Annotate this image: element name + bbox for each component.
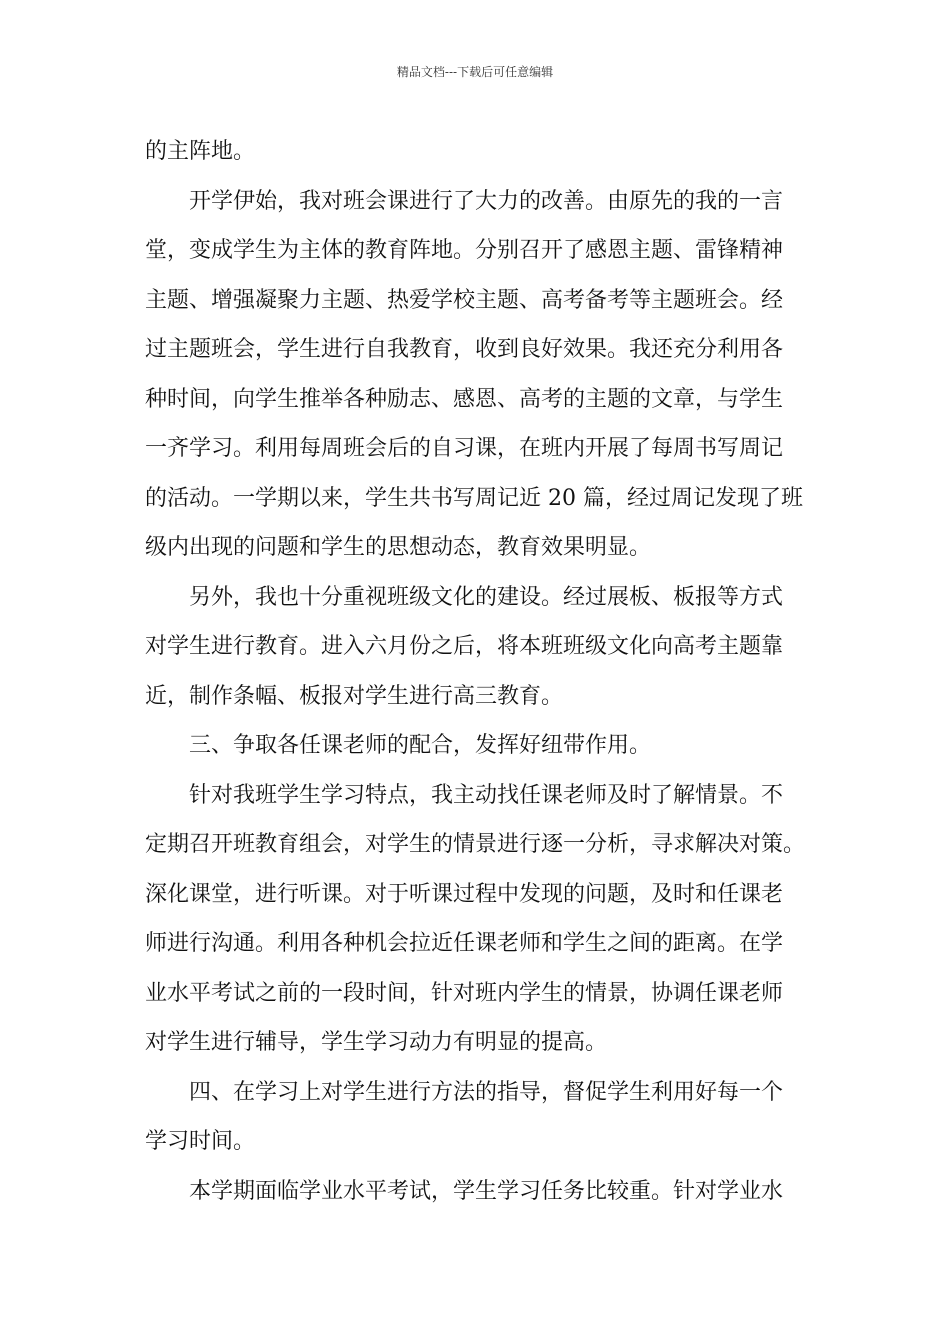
text-line: 师进行沟通。利用各种机会拉近任课老师和学生之间的距离。在学 bbox=[145, 931, 784, 956]
text-line: 业水平考试之前的一段时间，针对班内学生的情景，协调任课老师 bbox=[145, 980, 784, 1006]
text-line: 过主题班会，学生进行自我教育，收到良好效果。我还充分利用各 bbox=[145, 337, 784, 362]
text-line: 对学生进行辅导，学生学习动力有明显的提高。 bbox=[145, 1030, 608, 1055]
text-line: 级内出现的问题和学生的思想动态，教育效果明显。 bbox=[145, 535, 652, 560]
text-line: 定期召开班教育组会，对学生的情景进行逐一分析，寻求解决对策。 bbox=[145, 832, 806, 857]
text-line: 堂，变成学生为主体的教育阵地。分别召开了感恩主题、雷锋精神 bbox=[145, 238, 784, 263]
section-heading: 四、在学习上对学生进行方法的指导，督促学生利用好每一个 bbox=[189, 1079, 784, 1105]
text-line: 一齐学习。利用每周班会后的自习课，在班内开展了每周书写周记 bbox=[145, 436, 784, 461]
text-line: 针对我班学生学习特点，我主动找任课老师及时了解情景。不 bbox=[189, 782, 784, 808]
text-line: 深化课堂，进行听课。对于听课过程中发现的问题，及时和任课老 bbox=[145, 881, 784, 907]
text-line: 的活动。一学期以来，学生共书写周记近 20 篇，经过周记发现了班 bbox=[145, 485, 803, 511]
text-line: 对学生进行教育。进入六月份之后，将本班班级文化向高考主题靠 bbox=[145, 634, 784, 659]
text-line: 开学伊始，我对班会课进行了大力的改善。由原先的我的一言 bbox=[189, 188, 784, 214]
document-body bbox=[145, 127, 815, 1216]
page-header: 精品文档---下载后可任意编辑 bbox=[396, 65, 554, 79]
text-line: 本学期面临学业水平考试，学生学习任务比较重。针对学业水 bbox=[189, 1178, 784, 1204]
text-line: 近，制作条幅、板报对学生进行高三教育。 bbox=[145, 683, 564, 709]
text-line: 种时间，向学生推举各种励志、感恩、高考的主题的文章，与学生 bbox=[145, 386, 784, 412]
text-line: 学习时间。 bbox=[145, 1129, 256, 1154]
text-line: 主题、增强凝聚力主题、热爱学校主题、高考备考等主题班会。经 bbox=[145, 287, 784, 313]
text-line: 另外，我也十分重视班级文化的建设。经过展板、板报等方式 bbox=[189, 584, 784, 610]
section-heading: 三、争取各任课老师的配合，发挥好纽带作用。 bbox=[189, 733, 652, 758]
text-line: 的主阵地。 bbox=[145, 139, 256, 164]
